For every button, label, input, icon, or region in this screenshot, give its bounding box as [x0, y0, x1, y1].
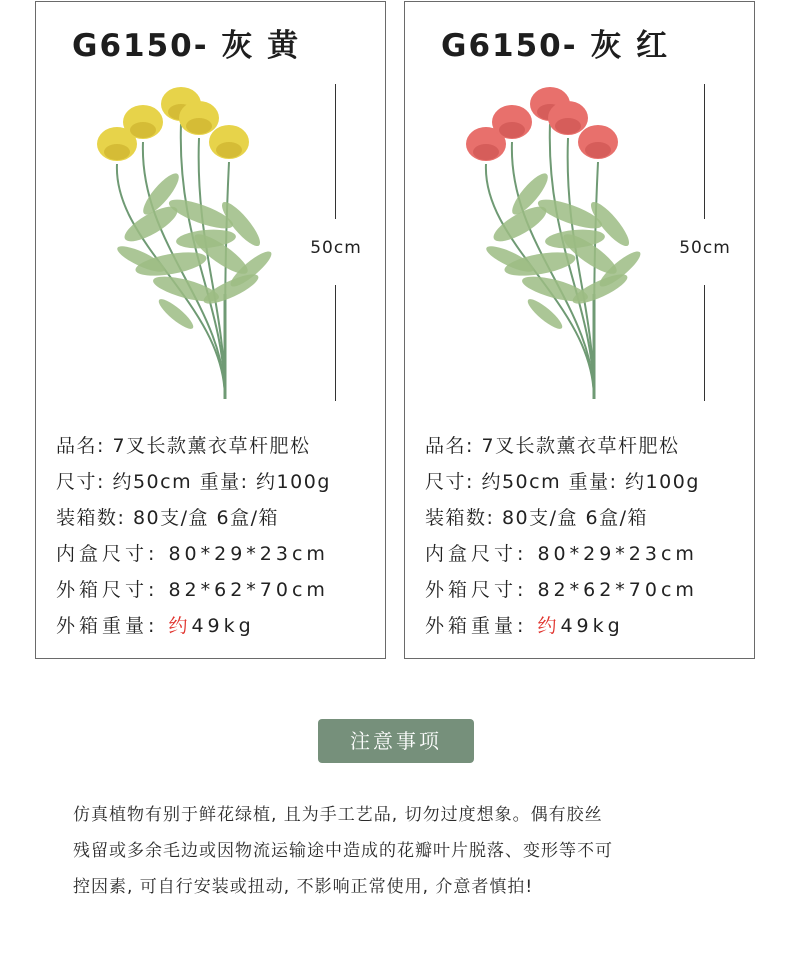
flower-bouquet-image [91, 74, 276, 409]
leaf-cluster [544, 227, 605, 250]
notice-line: 残留或多余毛边或因物流运输途中造成的花瓣叶片脱落、变形等不可 [73, 841, 613, 861]
size-marker: 50cm [310, 238, 362, 258]
notice-line: 仿真植物有别于鲜花绿植, 且为手工艺品, 切勿过度想象。偶有胶丝 [73, 805, 603, 825]
outer-weight-label: 外箱重量: [425, 615, 528, 637]
spec-packing: 装箱数: 80支/盒 6盒/箱 [425, 507, 649, 529]
spec-list [425, 428, 755, 644]
spec-outer-weight [56, 608, 386, 644]
product-card-red [404, 1, 755, 659]
spec-packing: 装箱数: 80支/盒 6盒/箱 [56, 507, 280, 529]
card-title: G6150- 灰 红 [441, 28, 670, 64]
outer-weight-prefix: 约 [537, 615, 561, 637]
size-ruler-top [704, 84, 705, 219]
flower-head-shade [216, 142, 242, 158]
notice-paragraph [73, 797, 733, 905]
flower-bouquet-image [460, 74, 645, 409]
flower-head-shade [585, 142, 611, 158]
product-card-yellow [35, 1, 386, 659]
leaf-cluster [155, 295, 196, 332]
size-ruler-bottom [335, 285, 336, 401]
outer-weight-label: 外箱重量: [56, 615, 159, 637]
flower-head-shade [186, 118, 212, 134]
spec-outer-weight [425, 608, 755, 644]
size-ruler-bottom [704, 285, 705, 401]
flower-head-shade [130, 122, 156, 138]
outer-weight-value: 49kg [191, 615, 255, 637]
spec-inner-box: 内盒尺寸: 80*29*23cm [425, 543, 698, 565]
size-marker: 50cm [679, 238, 731, 258]
outer-weight-prefix: 约 [168, 615, 192, 637]
leaf-cluster [524, 295, 565, 332]
leaf-cluster [175, 227, 236, 250]
notice-heading-button: 注意事项 [318, 719, 474, 763]
flower-head-shade [104, 144, 130, 160]
card-title: G6150- 灰 黄 [72, 28, 301, 64]
outer-weight-value: 49kg [560, 615, 624, 637]
flower-head-shade [499, 122, 525, 138]
spec-inner-box: 内盒尺寸: 80*29*23cm [56, 543, 329, 565]
flower-head-shade [555, 118, 581, 134]
flower-head-shade [473, 144, 499, 160]
spec-outer-box: 外箱尺寸: 82*62*70cm [425, 579, 698, 601]
spec-size-weight: 尺寸: 约50cm 重量: 约100g [425, 471, 700, 493]
size-ruler-top [335, 84, 336, 219]
spec-size-weight: 尺寸: 约50cm 重量: 约100g [56, 471, 331, 493]
notice-line: 控因素, 可自行安装或扭动, 不影响正常使用, 介意者慎拍! [73, 877, 534, 897]
spec-outer-box: 外箱尺寸: 82*62*70cm [56, 579, 329, 601]
spec-product-name: 品名: 7叉长款薰衣草杆肥松 [56, 435, 311, 457]
spec-product-name: 品名: 7叉长款薰衣草杆肥松 [425, 435, 680, 457]
spec-list [56, 428, 386, 644]
